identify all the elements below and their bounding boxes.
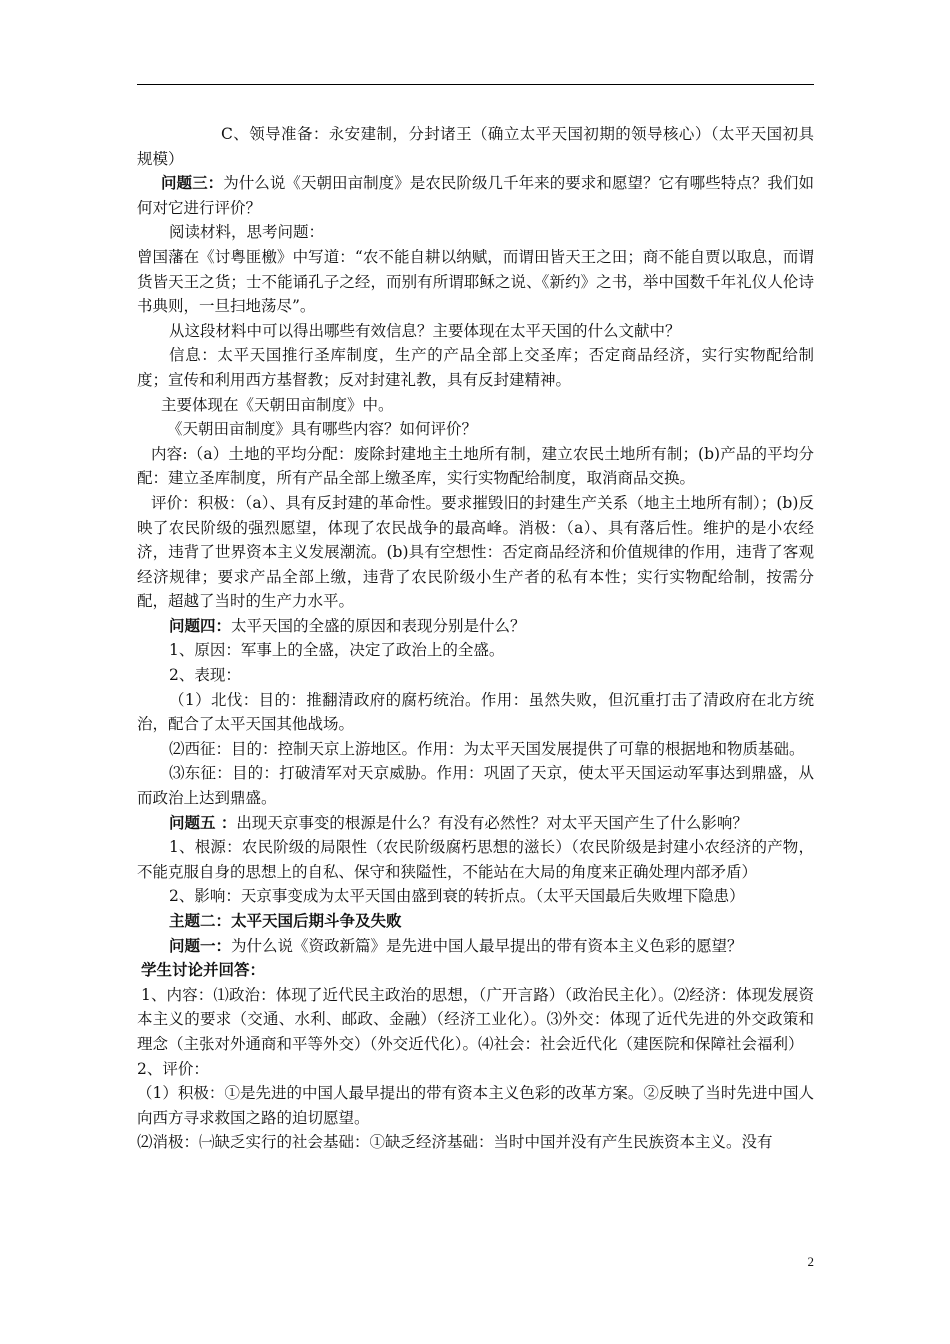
paragraph-text: 信息：太平天国推行圣库制度，生产的产品全部上交圣库；否定商品经济，实行实物配给制度；宣传和利用西方基督教；反对封建礼教，具有反封建精神。 bbox=[137, 346, 814, 389]
paragraph bbox=[137, 884, 814, 909]
bold-heading: 问题四： bbox=[169, 615, 232, 635]
paragraph-text: （1）北伐：目的：推翻清政府的腐朽统治。作用：虽然失败，但沉重打击了清政府在北方统治，配合了太平天国其他战场。 bbox=[137, 690, 814, 734]
paragraph-text: 2、影响：天京事变成为太平天国由盛到衰的转折点。（太平天国最后失败埋下隐患） bbox=[169, 887, 745, 906]
header-rule bbox=[137, 84, 814, 85]
paragraph bbox=[137, 983, 814, 1057]
bold-heading: 主题二：太平天国后期斗争及失败 bbox=[169, 911, 402, 930]
paragraph bbox=[137, 737, 814, 762]
paragraph bbox=[137, 220, 814, 245]
paragraph-text: 为什么说《天朝田亩制度》是农民阶级几千年来的要求和愿望？它有哪些特点？我们如何对它进行评价？ bbox=[137, 174, 814, 217]
paragraph-text: C、领导准备：永安建制，分封诸王（确立太平天国初期的领导核心）（太平天国初具规模） bbox=[137, 125, 814, 168]
paragraph bbox=[137, 761, 814, 810]
paragraph-text: ⑵西征：目的：控制天京上游地区。作用：为太平天国发展提供了可靠的根据地和物质基础。 bbox=[169, 739, 805, 758]
paragraph-text: 从这段材料中可以得出哪些有效信息？主要体现在太平天国的什么文献中？ bbox=[169, 321, 681, 340]
paragraph bbox=[137, 319, 814, 344]
paragraph bbox=[137, 638, 814, 663]
paragraph-text: 太平天国的全盛的原因和表现分别是什么？ bbox=[231, 616, 526, 635]
paragraph-text: 1、根源：农民阶级的局限性（农民阶级腐朽思想的滋长）（农民阶级是封建小农经济的产物，不能克服自身的思想上的自私、保守和狭隘性，不能站在大局的角度来正确处理内部矛盾） bbox=[137, 838, 814, 881]
bold-heading: 问题一： bbox=[169, 935, 232, 955]
paragraph-text: 2、表现： bbox=[169, 666, 241, 685]
paragraph bbox=[137, 417, 814, 442]
paragraph bbox=[137, 171, 814, 220]
paragraph-text: 为什么说《资政新篇》是先进中国人最早提出的带有资本主义色彩的愿望？ bbox=[231, 936, 743, 955]
paragraph-text: 曾国藩在《讨粤匪檄》中写道：“农不能自耕以纳赋，而谓田皆天王之田；商不能自贾以取息，而谓货皆天王之货；士不能诵孔子之经，而别有所谓耶稣之说、《新约》之书，举中国数千年礼仪人伦诗书典则，一旦扫地荡尽”。 bbox=[137, 247, 814, 316]
paragraph bbox=[137, 1130, 814, 1155]
bold-heading: 问题三： bbox=[161, 173, 224, 193]
paragraph bbox=[137, 442, 814, 491]
paragraph bbox=[137, 688, 814, 737]
paragraph bbox=[137, 958, 814, 983]
paragraph bbox=[137, 122, 814, 171]
paragraph bbox=[137, 614, 814, 639]
document-body bbox=[137, 122, 814, 1155]
paragraph bbox=[137, 245, 814, 319]
paragraph-text: ⑵消极：㈠缺乏实行的社会基础：①缺乏经济基础：当时中国并没有产生民族资本主义。没有 bbox=[137, 1133, 773, 1152]
paragraph bbox=[137, 491, 814, 614]
paragraph bbox=[137, 909, 814, 934]
paragraph-text: （1）积极：①是先进的中国人最早提出的带有资本主义色彩的改革方案。②反映了当时先进中国人向西方寻求救国之路的迫切愿望。 bbox=[137, 1084, 814, 1127]
paragraph-text: 1、内容：⑴政治：体现了近代民主政治的思想，（广开言路）（政治民主化）。⑵经济：体现发展资本主义的要求（交通、水利、邮政、金融）（经济工业化）。⑶外交：体现了近代先进的外交政策和理念（主张对外通商和平等外交）（外交近代化）。⑷社会：社会近代化（建医院和保障社会福利） bbox=[137, 985, 814, 1053]
paragraph bbox=[137, 663, 814, 688]
paragraph-text: 1、原因：军事上的全盛，决定了政治上的全盛。 bbox=[169, 641, 505, 660]
paragraph bbox=[137, 343, 814, 392]
page-number: 2 bbox=[807, 1254, 814, 1269]
bold-heading: 问题五 ： bbox=[169, 812, 237, 832]
paragraph bbox=[137, 934, 814, 959]
paragraph-text: 内容:（a）土地的平均分配：废除封建地主土地所有制，建立农民土地所有制；(b)产品的平均分配：建立圣库制度，所有产品全部上缴圣库，实行实物配给制度，取消商品交换。 bbox=[137, 444, 814, 488]
paragraph bbox=[137, 835, 814, 884]
paragraph-text: ⑶东征：目的：打破清军对天京威胁。作用：巩固了天京，使太平天国运动军事达到鼎盛，从而政治上达到鼎盛。 bbox=[137, 764, 814, 808]
paragraph bbox=[137, 393, 814, 418]
paragraph bbox=[137, 1081, 814, 1130]
paragraph-text: 出现天京事变的根源是什么？有没有必然性？对太平天国产生了什么影响？ bbox=[236, 813, 748, 832]
paragraph bbox=[137, 811, 814, 836]
paragraph bbox=[137, 1057, 814, 1082]
paragraph-text: 主要体现在《天朝田亩制度》中。 bbox=[161, 395, 394, 414]
bold-heading: 学生讨论并回答： bbox=[141, 960, 266, 980]
paragraph-text: 评价：积极：（a）、具有反封建的革命性。要求摧毁旧的封建生产关系（地主土地所有制）；(b)反映了农民阶级的强烈愿望，体现了农民战争的最高峰。消极：（a）、具有落后性。维护的是小农经济，违背了世界资本主义发展潮流。(b)具有空想性：否定商品经济和价值规律的作用，违背了客观经济规律；要求产品全部上缴，违背了农民阶级小生产者的私有本性；实行实物配给制，按需分配，超越了当时的生产力水平。 bbox=[137, 493, 814, 611]
paragraph-text: 2、评价： bbox=[137, 1059, 209, 1078]
paragraph-text: 阅读材料，思考问题： bbox=[169, 223, 325, 242]
paragraph-text: 《天朝田亩制度》具有哪些内容？如何评价？ bbox=[167, 420, 478, 439]
